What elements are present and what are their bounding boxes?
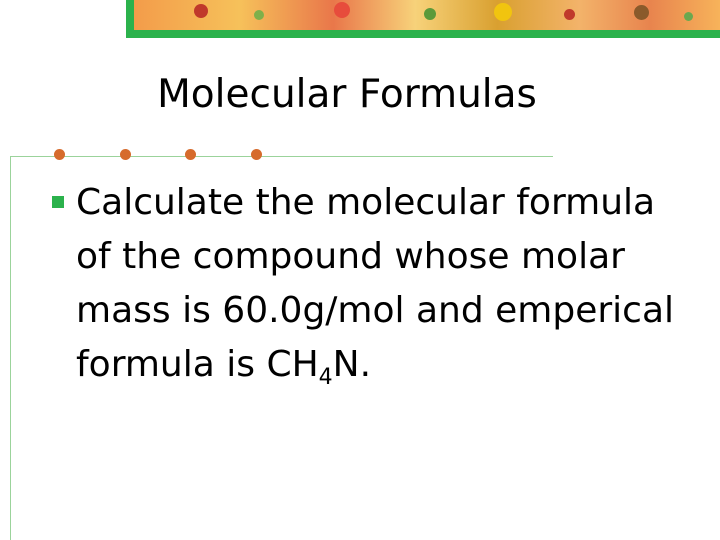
decorative-banner-image [134, 0, 720, 30]
decorative-dot [185, 149, 196, 160]
bullet-text [76, 176, 676, 392]
vertical-rule [10, 156, 11, 540]
bullet-marker [52, 196, 64, 208]
banner-underline [126, 30, 720, 38]
banner-left-edge [126, 0, 134, 32]
slide-title: Molecular Formulas [157, 72, 537, 117]
bullet-text-main: Calculate the molecular formula of the compound whose molar mass is 60.0g/mol and emperical formula is CH [76, 182, 675, 385]
decorative-dot [251, 149, 262, 160]
horizontal-rule [10, 156, 553, 157]
bullet-text-end: N. [332, 344, 372, 385]
decorative-dot [54, 149, 65, 160]
decorative-dot [120, 149, 131, 160]
subscript-four: 4 [318, 365, 333, 390]
